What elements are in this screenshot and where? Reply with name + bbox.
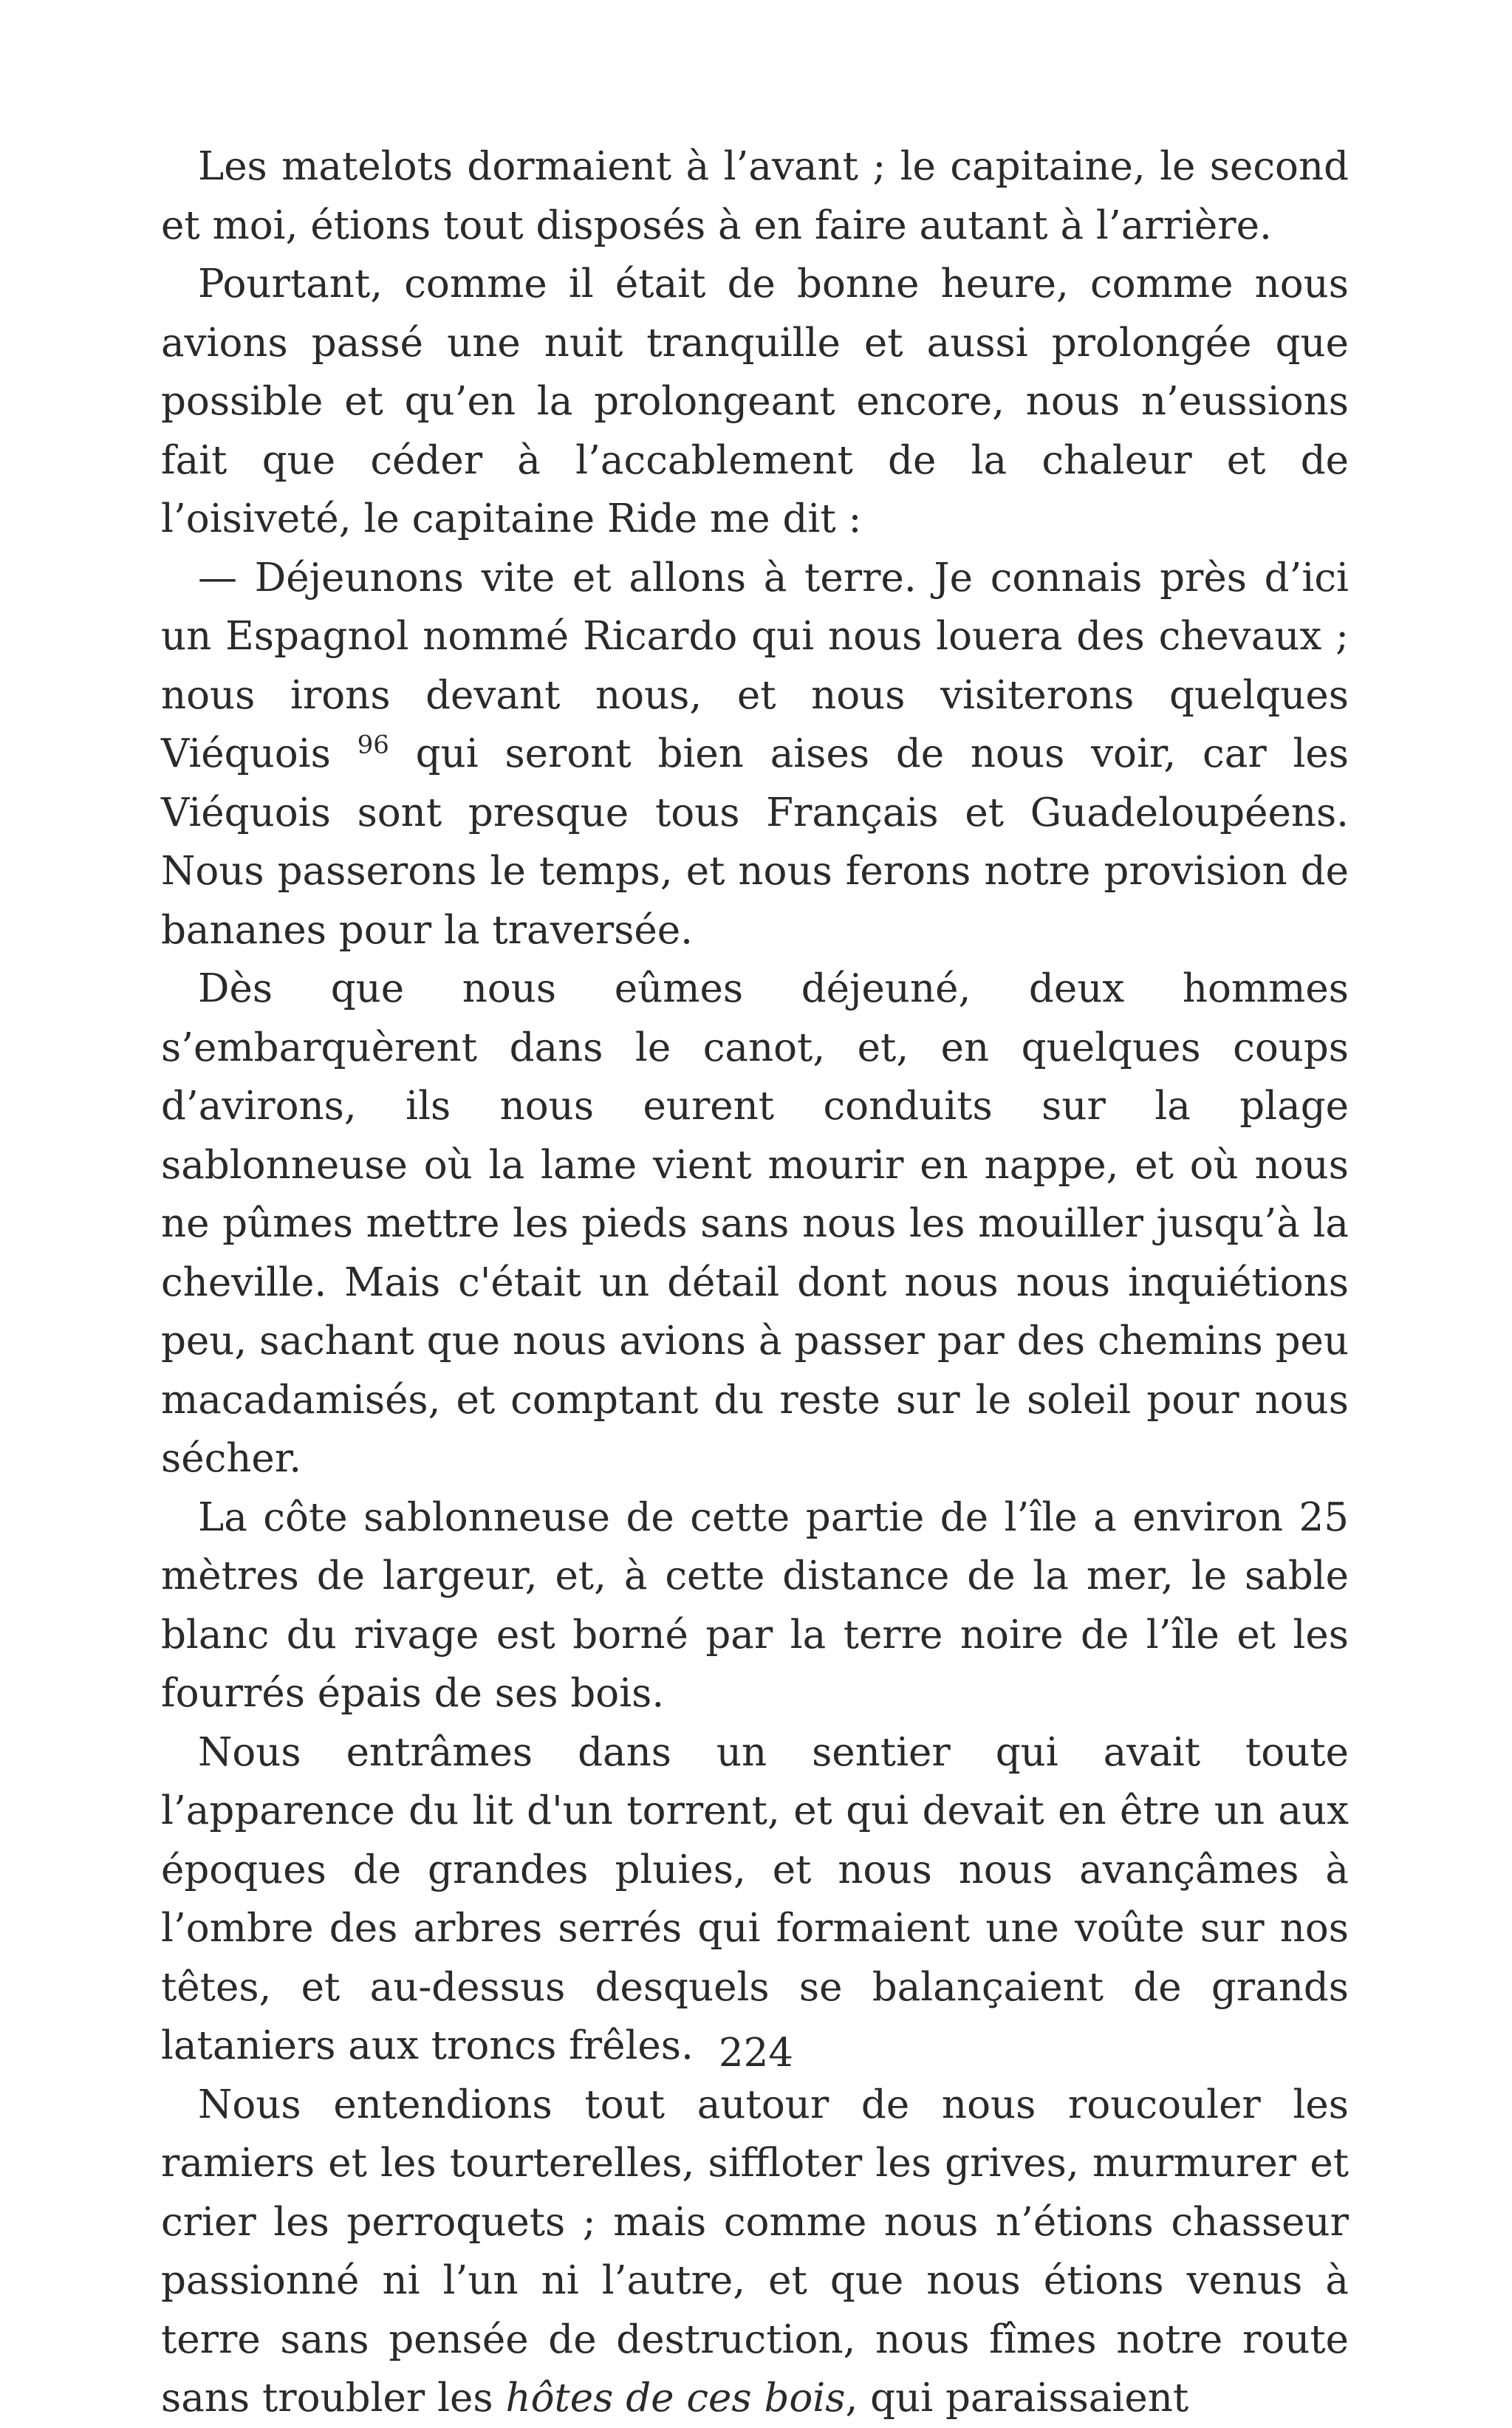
paragraph-6-text: Nous entrâmes dans un sentier qui avait toute l’apparence du lit d'un torrent, et qui devait en être un aux époques de grandes pluies, et nous nous avançâmes à l’ombre des arbres serrés qui formaient une voûte sur nos têtes, et au-dessus desquels se balançaient de grands lataniers aux troncs frêles. (161, 1729, 1349, 2068)
paragraph-1-text: Les matelots dormaient à l’avant ; le capitaine, le second et moi, étions tout disposés à en faire autant à l’arrière. (161, 144, 1349, 248)
paragraph-4 (161, 960, 1349, 1488)
paragraph-7-text-end: , qui paraissaient (845, 2376, 1189, 2421)
paragraph-4-text: Dès que nous eûmes déjeuné, deux hommes s’embarquèrent dans le canot, et, en quelques coups d’avirons, ils nous eurent conduits sur la plage sablonneuse où la lame vient mourir en nappe, et où nous ne pûmes mettre les pieds sans nous les mouiller jusqu’à la cheville. Mais c'était un détail dont nous nous inquiétions peu, sachant que nous avions à passer par des chemins peu macadamisés, et comptant du reste sur le soleil pour nous sécher. (161, 966, 1349, 1481)
paragraph-2 (161, 255, 1349, 549)
paragraph-5 (161, 1488, 1349, 1723)
footnote-reference: 96 (357, 730, 389, 760)
paragraph-6 (161, 1723, 1349, 2076)
paragraph-7-text-start: Nous entendions tout autour de nous roucouler les ramiers et les tourterelles, siffloter les grives, murmurer et crier les perroquets ; mais comme nous n’étions chasseur passionné ni l’un ni l’autre, et que nous étions venus à terre sans pensée de destruction, nous fîmes notre route sans troubler les (161, 2082, 1349, 2421)
paragraph-7 (161, 2076, 1349, 2428)
paragraph-3-text-start: — Déjeunons vite et allons à terre. Je connais près d’ici un Espagnol nommé Ricardo qui nous louera des chevaux ; nous irons devant nous, et nous visiterons quelques Viéquois (161, 555, 1349, 776)
paragraph-3-dialogue (161, 549, 1349, 960)
paragraph-5-text: La côte sablonneuse de cette partie de l’île a environ 25 mètres de largeur, et, à cette distance de la mer, le sable blanc du rivage est borné par la terre noire de l’île et les fourrés épais de ses bois. (161, 1494, 1349, 1716)
page-number: 224 (718, 2031, 794, 2076)
paragraph-2-text: Pourtant, comme il était de bonne heure, comme nous avions passé une nuit tranquille et aussi prolongée que possible et qu’en la prolongeant encore, nous n’eussions fait que céder à l’accablement de la chaleur et de l’oisiveté, le capitaine Ride me dit : (161, 261, 1349, 541)
paragraph-3-text-end: qui seront bien aises de nous voir, car les Viéquois sont presque tous Français et Guadeloupéens. Nous passerons le temps, et nous ferons notre provision de bananes pour la traversée. (161, 731, 1349, 953)
paragraph-1 (161, 137, 1349, 255)
italic-phrase: hôtes de ces bois (505, 2376, 846, 2421)
body-text (161, 137, 1349, 2428)
